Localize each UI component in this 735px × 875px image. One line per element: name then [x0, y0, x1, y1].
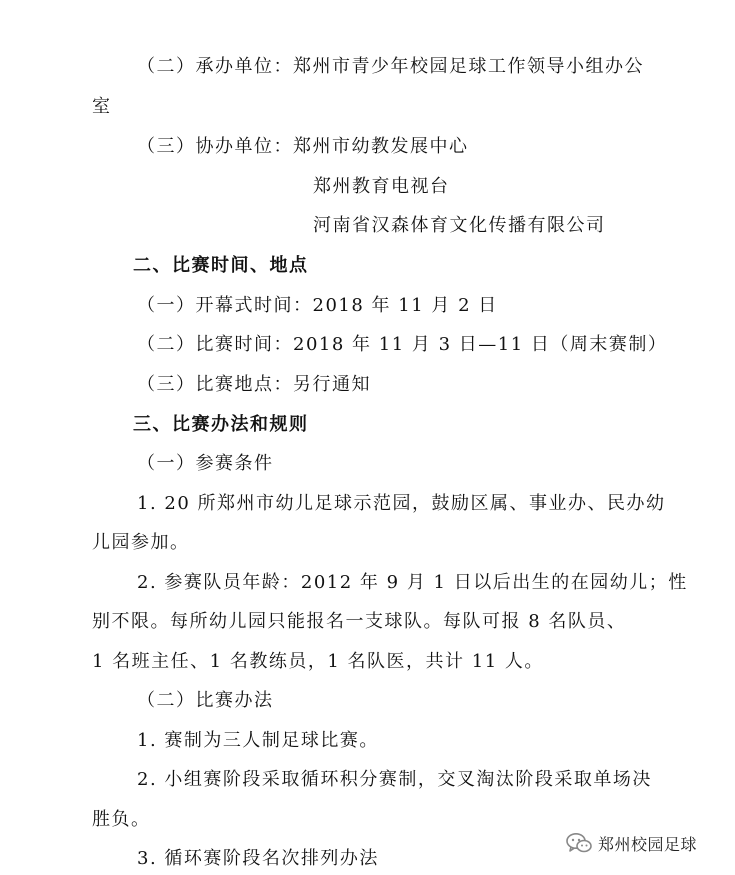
paragraph-line: 1. 20 所郑州市幼儿足球示范园，鼓励区属、事业办、民办幼	[137, 493, 666, 514]
match-venue-line: （三）比赛地点：另行通知	[137, 374, 371, 395]
organizer-line-continued: 室	[92, 96, 112, 117]
subsection-heading-method: （二）比赛办法	[137, 690, 274, 711]
section-heading-time-place: 二、比赛时间、地点	[133, 255, 309, 276]
co-organizer-line: （三）协办单位：郑州市幼教发展中心	[137, 136, 469, 157]
section-heading-rules: 三、比赛办法和规则	[133, 414, 309, 435]
watermark-text: 郑州校园足球	[598, 834, 698, 854]
paragraph-line: 1. 赛制为三人制足球比赛。	[137, 730, 379, 751]
wechat-watermark	[566, 829, 697, 857]
organizer-line: （二）承办单位：郑州市青少年校园足球工作领导小组办公	[137, 56, 644, 77]
paragraph-line: 3. 循环赛阶段名次排列办法	[137, 848, 379, 869]
paragraph-line: 儿园参加。	[92, 532, 190, 553]
paragraph-line: 别不限。每所幼儿园只能报名一支球队。每队可报 8 名队员、	[92, 611, 627, 632]
paragraph-line: 2. 参赛队员年龄：2012 年 9 月 1 日以后出生的在园幼儿；性	[137, 572, 688, 593]
match-time-line: （二）比赛时间：2018 年 11 月 3 日—11 日（周末赛制）	[137, 334, 668, 355]
paragraph-line: 胜负。	[92, 809, 151, 830]
opening-time-line: （一）开幕式时间：2018 年 11 月 2 日	[137, 295, 498, 316]
paragraph-line: 1 名班主任、1 名教练员，1 名队医，共计 11 人。	[92, 651, 544, 672]
co-organizer-item: 郑州教育电视台	[313, 176, 450, 197]
paragraph-line: 2. 小组赛阶段采取循环积分赛制，交叉淘汰阶段采取单场决	[137, 769, 652, 790]
co-organizer-item: 河南省汉森体育文化传播有限公司	[313, 215, 606, 236]
wechat-icon	[566, 832, 592, 854]
subsection-heading-eligibility: （一）参赛条件	[137, 453, 274, 474]
